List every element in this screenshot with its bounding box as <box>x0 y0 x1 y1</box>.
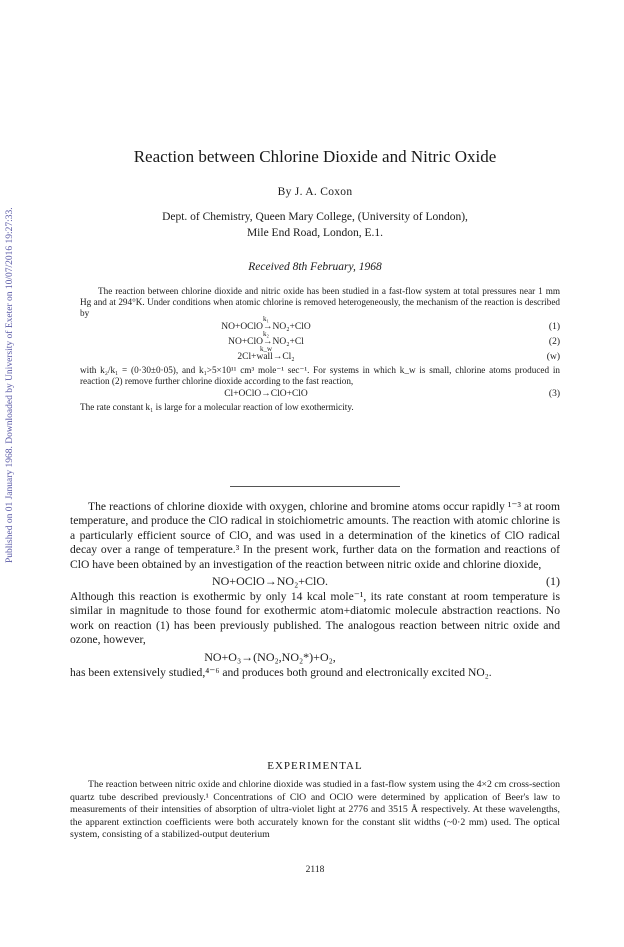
paper-title: Reaction between Chlorine Dioxide and Nitric Oxide <box>133 147 497 166</box>
equation-number: (3) <box>548 389 560 400</box>
abstract-equation-3 <box>80 387 560 402</box>
experimental-paragraph-1: The reaction between nitric oxide and chlorine dioxide was studied in a fast-flow system using the 4×2 cm cross-section quartz tube described previously.¹ Concentrations of ClO and OClO were determined by application of Beer's law to measurements of their intensities of absorption of ultra-violet light at 2776 and 3515 Å respectively. At these wavelengths, the apparent extinction coefficients were both accurately known for the constant slit widths (~0·2 mm) used. The optical system, consisting of a stabilized-output deuterium <box>70 779 560 841</box>
section-divider <box>230 486 400 487</box>
experimental-section <box>70 779 560 842</box>
affiliation-line-2: Mile End Road, London, E.1. <box>246 227 384 239</box>
introduction <box>70 500 560 680</box>
received-date: Received 8th February, 1968 <box>248 261 382 273</box>
rate-constant-label: k₁ <box>263 314 269 323</box>
equation-expression: 2Cl+wall→Cl₂ <box>237 351 295 362</box>
abstract-equation-w <box>80 344 560 365</box>
body-paragraph-3: has been extensively studied,⁴⁻⁶ and produces both ground and electronically excited NO₂. <box>70 665 492 679</box>
equation-number: (1) <box>546 574 560 589</box>
equation-expression: Cl+OClO→ClO+ClO <box>224 389 308 400</box>
section-heading-experimental: EXPERIMENTAL <box>267 760 363 772</box>
equation-number: (1) <box>548 321 560 332</box>
body-equation-2 <box>70 648 560 666</box>
body-paragraph-1: The reactions of chlorine dioxide with oxygen, chlorine and bromine atoms occur rapidly ¹⁻³ at room temperature, and produce the ClO radical in stoichiometric amounts. The reaction with atomic chlorine is a particularly efficient source of ClO, and was used in a determination of the kinetics of ClO radical decay over a range of temperature.³ In the present work, further data on the formation and reactions of ClO have been obtained by an investigation of the reaction between nitric oxide and chlorine dioxide, <box>70 500 560 571</box>
equation-expression: NO+O₃→(NO₂,NO₂*)+O₂, <box>204 649 336 664</box>
equation-number: (2) <box>548 336 560 347</box>
rate-constant-label: k₂ <box>263 329 269 338</box>
abstract-paragraph-1: The reaction between chlorine dioxide and nitric oxide has been studied in a fast-flow system at total pressures near 1 mm Hg and at 294°K. Under conditions when atomic chlorine is removed heterogeneously, the mechanism of the reaction is described by <box>80 286 560 319</box>
equation-number: (w) <box>546 351 560 362</box>
abstract-paragraph-2: with k₂/k₁ = (0·30±0·05), and k₁>5×10¹¹ cm³ mole⁻¹ sec⁻¹. For systems in which k_w is small, chlorine atoms produced in reaction (2) remove further chlorine dioxide according to the fast reaction, <box>80 364 560 386</box>
abstract <box>80 286 560 413</box>
affiliation <box>70 209 560 241</box>
page-number: 2118 <box>305 865 325 875</box>
equation-expression: NO+OClO→NO₂+ClO <box>221 321 311 332</box>
affiliation-line-1: Dept. of Chemistry, Queen Mary College, (University of London), <box>162 211 468 223</box>
body-equation-1 <box>70 572 560 590</box>
body-paragraph-2: Although this reaction is exothermic by only 14 kcal mole⁻¹, its rate constant at room temperature is similar in magnitude to those found for exothermic atom+diatomic molecule abstraction reactions. No work on reaction (1) has been previously published. The analogous reaction between nitric oxide and ozone, however, <box>70 590 560 647</box>
rate-constant-label: k_w <box>259 344 273 353</box>
download-watermark: Published on 01 January 1968. Downloaded by University of Exeter on 10/07/2016 19:27:33. <box>5 207 15 563</box>
equation-expression: NO+ClO→NO₂+Cl <box>228 336 304 347</box>
abstract-paragraph-3: The rate constant k₁ is large for a molecular reaction of low exothermicity. <box>80 402 354 413</box>
equation-expression: NO+OClO→NO₂+ClO. <box>211 574 329 589</box>
author-line: By J. A. Coxon <box>277 186 353 198</box>
